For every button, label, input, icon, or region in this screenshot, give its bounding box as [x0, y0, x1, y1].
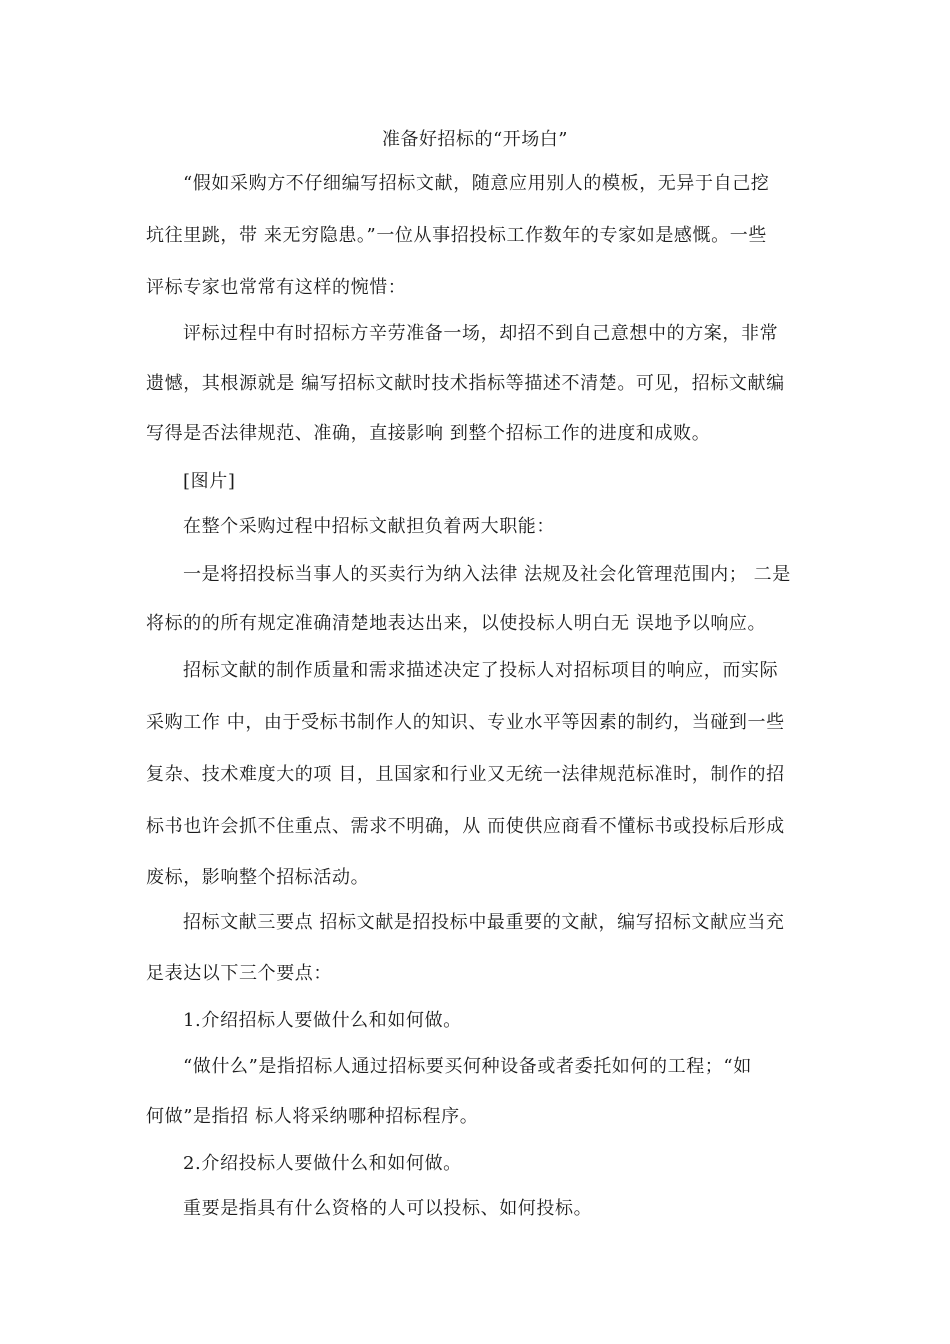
paragraph-line: “做什么”是指招标人通过招标要买何种设备或者委托如何的工程；“如: [183, 1056, 752, 1077]
paragraph-line: 标书也许会抓不住重点、需求不明确，从 而使供应商看不懂标书或投标后形成: [146, 816, 785, 837]
paragraph-line: 坑往里跳，带 来无穷隐患。”一位从事招投标工作数年的专家如是感慨。一些: [146, 225, 767, 246]
paragraph-line: 何做”是指招 标人将采纳哪种招标程序。: [146, 1106, 479, 1127]
paragraph-line: 招标文献三要点 招标文献是招投标中最重要的文献，编写招标文献应当充: [183, 912, 785, 933]
paragraph-line: 重要是指具有什么资格的人可以投标、如何投标。: [183, 1198, 593, 1219]
paragraph-line: 一是将招投标当事人的买卖行为纳入法律 法规及社会化管理范围内； 二是: [183, 564, 791, 585]
image-placeholder: [图片]: [183, 471, 236, 492]
paragraph-line: 采购工作 中，由于受标书制作人的知识、专业水平等因素的制约，当碰到一些: [146, 712, 785, 733]
paragraph-line: 遗憾，其根源就是 编写招标文献时技术指标等描述不清楚。可见，招标文献编: [146, 373, 785, 394]
paragraph-line: 复杂、技术难度大的项 目，且国家和行业又无统一法律规范标准时，制作的招: [146, 764, 785, 785]
paragraph-line: “假如采购方不仔细编写招标文献，随意应用别人的模板，无异于自己挖: [183, 173, 770, 194]
paragraph-line: 足表达以下三个要点：: [146, 963, 332, 984]
list-item-line: 2.介绍投标人要做什么和如何做。: [183, 1153, 462, 1174]
list-item-line: 1.介绍招标人要做什么和如何做。: [183, 1010, 462, 1031]
document-title: 准备好招标的“开场白”: [382, 129, 568, 150]
paragraph-line: 在整个采购过程中招标文献担负着两大职能：: [183, 516, 555, 537]
paragraph-line: 评标专家也常常有这样的惋惜：: [146, 277, 407, 298]
paragraph-line: 将标的的所有规定准确清楚地表达出来，以使投标人明白无 误地予以响应。: [146, 613, 767, 634]
paragraph-line: 评标过程中有时招标方辛劳准备一场，却招不到自己意想中的方案，非常: [183, 323, 779, 344]
paragraph-line: 写得是否法律规范、准确，直接影响 到整个招标工作的进度和成败。: [146, 423, 711, 444]
paragraph-line: 招标文献的制作质量和需求描述决定了投标人对招标项目的响应，而实际: [183, 660, 779, 681]
paragraph-line: 废标，影响整个招标活动。: [146, 867, 370, 888]
